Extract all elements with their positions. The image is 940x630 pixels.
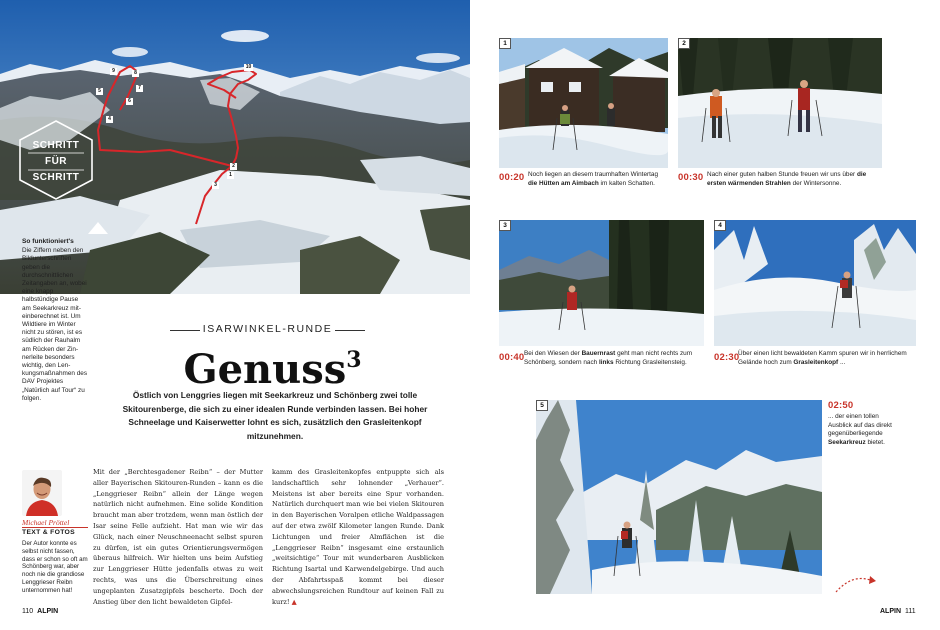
caption-text: im kalten Schatten. [598, 179, 655, 187]
step-caption-2 [707, 171, 885, 188]
kicker-text: ISARWINKEL-RUNDE [202, 323, 333, 335]
kicker [170, 323, 365, 337]
photo-number: 2 [678, 38, 690, 49]
caption-highlight: die Hütten am Aimbach [528, 179, 599, 187]
map-marker: 7 [136, 85, 143, 92]
author-avatar [22, 470, 62, 516]
map-marker: 9 [110, 68, 117, 75]
caption-pointer [88, 222, 108, 234]
map-marker: 6 [126, 98, 133, 105]
caption-text: bietet. [865, 438, 885, 446]
map-marker: 3 [212, 182, 219, 189]
step-caption-5 [828, 413, 898, 447]
photo-number: 5 [536, 400, 548, 411]
caption-text: ... [838, 358, 846, 366]
step-photo-4 [714, 220, 916, 346]
map-marker: 10 [245, 64, 252, 70]
howto-title: So funktioniert's [22, 238, 74, 245]
author-divider [22, 527, 88, 528]
caption-text: Noch liegen an diesem traumhaften Wintertag [528, 171, 659, 178]
caption-text: ... der einen tollen Ausblick auf das direkt gegenüberliegende [828, 413, 892, 438]
step-time-4: 02:30 [714, 352, 740, 363]
map-marker: 2 [230, 163, 237, 170]
caption-highlight: Seekarkreuz [828, 438, 866, 446]
caption-text: der Wintersonne. [790, 179, 842, 187]
caption-highlight: die ersten wärmenden Strahlen [707, 171, 867, 187]
badge-line-3: SCHRITT [32, 172, 80, 183]
lead-paragraph: Östlich von Lenggries liegen mit Seekarkreuz und Schönberg zwei tolle Skitourenberge, die sich zu einer idealen Runde verbinden lassen. Bei hoher Schneelage und Kaiserwetter lohnt es sich, zusätzlich den Grasleitenkopf mitzunehmen. [122, 390, 428, 441]
photo-number: 3 [499, 220, 511, 231]
step-by-step-badge [14, 118, 98, 202]
step-photo-3 [499, 220, 704, 346]
page-number-right: 111 [905, 608, 916, 615]
footer-right [880, 608, 916, 615]
title-main: Genuss [183, 346, 347, 393]
step-time-2: 00:30 [678, 172, 704, 183]
caption-highlight: Grasleitenkopf [793, 358, 839, 366]
body-column-2-text: kamm des Grasleitenkopfes entpuppte sich als landschaftlich sehr lohnender „Verhauer“. Meistens ist aber bereits eine Spur vorhanden. Natürlich durchquert man wie bei vielen Skitouren in den Bayerischen Voralpen etliche Waldpassagen auf der etwa zwölf Kilometer langen Runde. Dank Lichtungen und freier Almflächen ist die „Lenggrieser Reibn“ insgesamt eine erstaunlich „weitsichtige“ Tour mit wunderbaren Ausblicken Richtung Isartal und Karwendelgebirge. Und auch der Abfahrtsspaß kommt bei dieser abwechslungsreichen Rundtour auf keinen Fall zu kurz! [272, 468, 444, 606]
step-photo-5 [536, 400, 822, 594]
caption-highlight: links [598, 358, 614, 366]
howto-text: Die Ziffern neben den Bildunterschriften geben die durchschnittlichen Zeitangaben an, wobei eine knapp halbstündige Pause am Seekarkreuz miteinberechnet ist. Um Wildtiere im Winter nicht zu stören, ist es südlich der Rauhalm am Rücken der Zinnerleite besonders wichtig, den Lenkungsmaßnahmen des DAV Projektes „Natürlich auf Tour“ zu folgen. [22, 247, 88, 402]
step-caption-4 [738, 350, 918, 367]
caption-text: Nach einer guten halben Stunde freuen wir uns über [707, 171, 857, 178]
map-marker: 5 [96, 88, 103, 95]
page-number-left: 110 [22, 608, 34, 615]
page-title [150, 336, 395, 394]
magazine-name-right: ALPIN [880, 608, 901, 615]
map-marker: 8 [132, 70, 139, 77]
footer-left [22, 608, 58, 615]
author-bio: Der Autor konnte es selbst nicht fassen, dass er schon so oft am Schönberg war, aber noch nie die grandiose Lenggrieser Reibn unternommen hat! [22, 540, 88, 594]
step-caption-3 [524, 350, 704, 367]
step-time-3: 00:40 [499, 352, 525, 363]
step-time-1: 00:20 [499, 172, 525, 183]
caption-text: Über einen licht bewaldeten Kamm spuren wir in herrlichem Gelände hoch zum [738, 350, 907, 366]
body-column-2 [272, 467, 444, 607]
body-column-1: Mit der „Berchtesgadener Reibn“ – der Mutter aller Bayerischen Skitouren-Runden – kann es die „Lenggrieser Reibn“ allein der Länge wegen natürlich nicht aufnehmen. Eine solide Kondition braucht man aber trotzdem, wenn man östlich der Isar seine Felle aufzieht. Hat man wie wir das Glück, nach einer Neuschneenacht selbst spuren zu dürfen, ist ein gutes Orientierungsvermögen überaus hilfreich. Wir hielten uns beim Aufstieg zur Lenggrieser Hütte jedenfalls etwas zu weit rechts, was uns die Überschreitung eines ungeplanten Zusatzgipfels bescherte. Doch der Anstieg über den licht bewaldeten Gipfel- [93, 468, 263, 606]
caption-text: geht man nicht rechts zum Schönberg, sondern nach [524, 350, 693, 366]
map-marker: 1 [227, 172, 234, 179]
title-superscript: 3 [346, 347, 362, 373]
caption-highlight: Bauernrast [581, 350, 616, 357]
author-name: Michael Pröttel [22, 518, 70, 527]
step-photo-1 [499, 38, 668, 168]
photo-number: 4 [714, 220, 726, 231]
badge-line-2: FÜR [44, 156, 68, 167]
magazine-name-left: ALPIN [37, 608, 59, 615]
author-role: TEXT & FOTOS [22, 529, 75, 536]
howto-box [22, 238, 88, 403]
step-caption-1 [528, 171, 668, 188]
step-photo-2 [678, 38, 882, 168]
step-time-5: 02:50 [828, 400, 854, 411]
photo-number: 1 [499, 38, 511, 49]
caption-text: Bei den Wiesen der [524, 350, 582, 357]
end-mark-icon: ▲ [291, 597, 297, 606]
badge-line-1: SCHRITT [32, 140, 80, 151]
caption-text: Richtung Grasleitensteig. [613, 358, 687, 366]
curved-arrow-icon [832, 570, 882, 600]
map-marker: 4 [106, 116, 113, 123]
kicker-rule-right [335, 330, 365, 331]
